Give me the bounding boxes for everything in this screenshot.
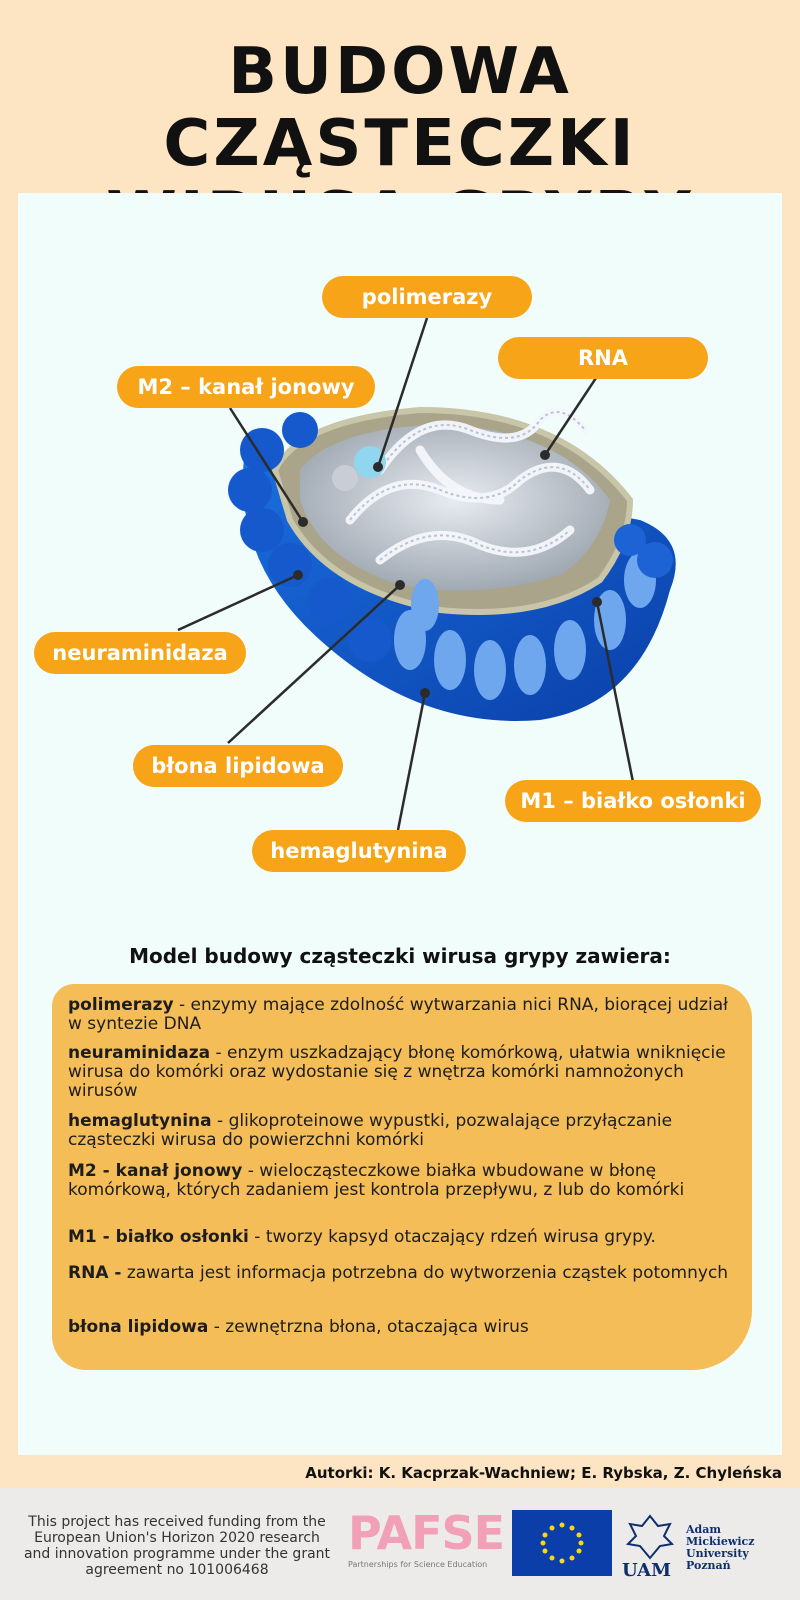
label-neuraminidaza: neuraminidaza (34, 632, 246, 674)
uam-logo-text: UAM (622, 1560, 672, 1581)
list-item (68, 996, 744, 1034)
title-line-1: BUDOWA CZĄSTECZKI (163, 35, 637, 181)
pafse-logo-subtitle: Partnerships for Science Education (348, 1560, 488, 1569)
label-m1: M1 – białko osłonki (505, 780, 761, 822)
item-desc: - enzym uszkadzający błonę komórkową, ułatwia wniknięcie wirusa do komórki oraz wydostanie się z wnętrza komórki namnożonych wirusów (68, 1043, 726, 1101)
uam-name-line2: University (686, 1547, 749, 1560)
label-m2: M2 – kanał jonowy (117, 366, 375, 408)
eu-flag-icon (512, 1510, 612, 1576)
list-item (68, 1318, 744, 1337)
label-polimerazy: polimerazy (322, 276, 532, 318)
pafse-logo (348, 1506, 505, 1572)
item-term: M1 - białko osłonki (68, 1227, 249, 1247)
item-desc: - glikoproteinowe wypustki, pozwalające przyłączanie cząsteczki wirusa do powierzchni komórki (68, 1111, 673, 1150)
authors-credit: Autorki: K. Kacprzak-Wachniew; E. Rybska, Z. Chyleńska (305, 1464, 782, 1482)
virus-body (228, 410, 676, 721)
model-heading: Model budowy cząsteczki wirusa grypy zawiera: (129, 944, 671, 968)
list-item (68, 1044, 744, 1101)
pafse-logo-text: PAFSE (348, 1506, 505, 1560)
item-desc: - wielocząsteczkowe białka wbudowane w błonę komórkową, których zadaniem jest kontrola przepływu, z lub do komórki (68, 1161, 685, 1200)
label-hemaglutynina: hemaglutynina (252, 830, 466, 872)
list-item (68, 1228, 744, 1247)
item-desc: zawarta jest informacja potrzebna do wytworzenia cząstek potomnych (121, 1263, 729, 1283)
label-rna: RNA (498, 337, 708, 379)
item-term: hemaglutynina (68, 1111, 212, 1131)
uam-name (686, 1524, 790, 1572)
info-box (52, 984, 752, 1370)
uam-logo (620, 1510, 790, 1580)
item-term: neuraminidaza (68, 1043, 211, 1063)
item-term: M2 - kanał jonowy (68, 1161, 243, 1181)
item-desc: - zewnętrzna błona, otaczająca wirus (208, 1317, 529, 1337)
list-item (68, 1162, 744, 1200)
item-desc: - tworzy kapsyd otaczający rdzeń wirusa grypy. (248, 1227, 656, 1247)
funding-notice: This project has received funding from the European Union's Horizon 2020 research and innovation programme under the grant agreement no 101006468 (23, 1514, 331, 1578)
list-item (68, 1112, 744, 1150)
item-term: błona lipidowa (68, 1317, 209, 1337)
label-blona-lipidowa: błona lipidowa (133, 745, 343, 787)
footer (0, 1488, 800, 1600)
uam-name-line3: Poznań (686, 1559, 731, 1572)
item-desc: - enzymy mające zdolność wytwarzania nici RNA, biorącej udział w syntezie DNA (68, 995, 728, 1034)
list-item (68, 1264, 744, 1283)
item-term: polimerazy (68, 995, 174, 1015)
item-term: RNA - (68, 1263, 122, 1283)
uam-name-line1: Adam Mickiewicz (686, 1523, 755, 1548)
